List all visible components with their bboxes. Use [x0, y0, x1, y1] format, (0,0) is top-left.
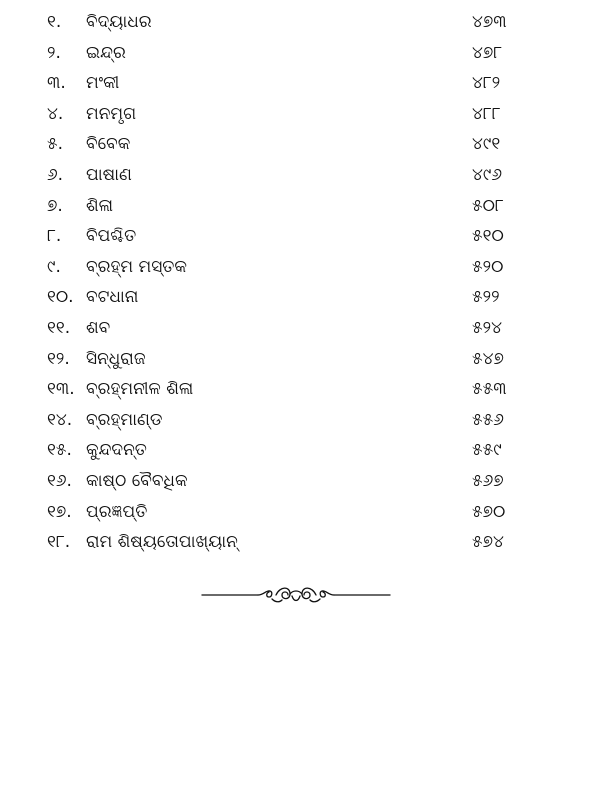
entry-title: ବିପଶ୍ଚିତ — [86, 226, 137, 247]
toc-entry — [0, 435, 600, 466]
entry-title: ସିନ୍ଧୁରାଜ — [86, 348, 146, 369]
entry-number: ୨. — [47, 42, 61, 63]
entry-page-number: ୫୧୦ — [472, 226, 504, 247]
entry-page-number: ୫୫୩ — [472, 379, 507, 400]
entry-page-number: ୫୫୬ — [472, 409, 504, 430]
entry-title: ରାମ ଶିଷ୍ୟତୋପାଖ୍ୟାନ୍ — [86, 532, 238, 553]
toc-entry — [0, 129, 600, 160]
entry-number: ୫. — [47, 134, 64, 155]
entry-number: ୧୪. — [47, 409, 73, 430]
entry-title: ଇନ୍ଦ୍ର — [86, 42, 126, 63]
entry-title: ବ୍ରହ୍ମାଣ୍ଡ — [86, 409, 163, 430]
entry-number: ୧୫. — [47, 440, 72, 461]
entry-page-number: ୪୯୧ — [472, 134, 501, 155]
toc-entry — [0, 7, 600, 38]
toc-entry — [0, 38, 600, 69]
entry-number: ୧୨. — [47, 348, 70, 369]
toc-entry — [0, 374, 600, 405]
entry-page-number: ୪୭୩ — [472, 12, 507, 32]
toc-entry — [0, 160, 600, 191]
entry-number: ୪. — [47, 103, 64, 124]
toc-entry — [0, 344, 600, 375]
entry-page-number: ୫୭୪ — [472, 532, 504, 553]
entry-number: ୧୧. — [47, 317, 71, 338]
toc-entry — [0, 497, 600, 528]
entry-title: ପାଷାଣ — [86, 164, 132, 185]
entry-number: ୧୭. — [47, 501, 72, 522]
entry-number: ୧୮. — [47, 532, 71, 553]
entry-page-number: ୪୮୨ — [472, 73, 501, 94]
entry-number: ୩. — [47, 73, 66, 94]
entry-number: ୧. — [47, 12, 62, 32]
entry-title: ବିବେକ — [86, 134, 131, 155]
entry-title: ବଟଧାନା — [86, 287, 139, 308]
entry-title: କାଷ୍ଠ ବୈବଧିକ — [86, 470, 188, 491]
entry-title: ବିଦ୍ୟାଧର — [86, 12, 152, 32]
toc-entry — [0, 313, 600, 344]
entry-number: ୭. — [47, 195, 63, 216]
entry-page-number: ୪୯୬ — [472, 164, 503, 185]
toc-entry — [0, 466, 600, 497]
entry-number: ୯. — [47, 256, 61, 277]
entry-page-number: ୫୨୦ — [472, 256, 504, 277]
entry-title: ଶିଳା — [86, 195, 114, 216]
entry-number: ୧୬. — [47, 470, 72, 491]
entry-page-number: ୫୨୨ — [472, 287, 500, 308]
entry-page-number: ୫୦୮ — [472, 195, 504, 216]
entry-page-number: ୫୨୪ — [472, 317, 502, 338]
entry-page-number: ୫୭୦ — [472, 501, 506, 522]
entry-page-number: ୫୫୯ — [472, 440, 502, 461]
entry-number: ୧୩. — [47, 379, 75, 400]
toc-entry — [0, 68, 600, 99]
entry-page-number: ୪୮୮ — [472, 103, 501, 124]
entry-page-number: ୫୬୭ — [472, 470, 504, 491]
entry-title: ବ୍ରହ୍ମ ମସ୍ତକ — [86, 256, 187, 277]
entry-page-number: ୫୪୭ — [472, 348, 504, 369]
toc-entry — [0, 221, 600, 252]
entry-title: ଶବ — [86, 317, 111, 338]
entry-title: ମନମୃଗ — [86, 103, 137, 124]
toc-entry — [0, 252, 600, 283]
entry-number: ୬. — [47, 164, 64, 185]
entry-number: ୮. — [47, 226, 62, 247]
toc-entry — [0, 405, 600, 436]
toc-entry — [0, 191, 600, 222]
entry-title: କୁନ୍ଦଦନ୍ତ — [86, 440, 147, 461]
entry-number: ୧୦. — [47, 287, 74, 308]
table-of-contents — [0, 7, 600, 558]
flourish-divider-icon — [200, 580, 392, 610]
entry-title: ମଂକୀ — [86, 73, 120, 94]
entry-page-number: ୪୭୮ — [472, 42, 503, 63]
toc-entry — [0, 527, 600, 558]
entry-title: ପ୍ରଜ୍ଞପ୍ତି — [86, 501, 148, 522]
toc-entry — [0, 99, 600, 130]
toc-entry — [0, 282, 600, 313]
entry-title: ବ୍ରହ୍ମନୀଳ ଶିଳା — [86, 379, 194, 400]
